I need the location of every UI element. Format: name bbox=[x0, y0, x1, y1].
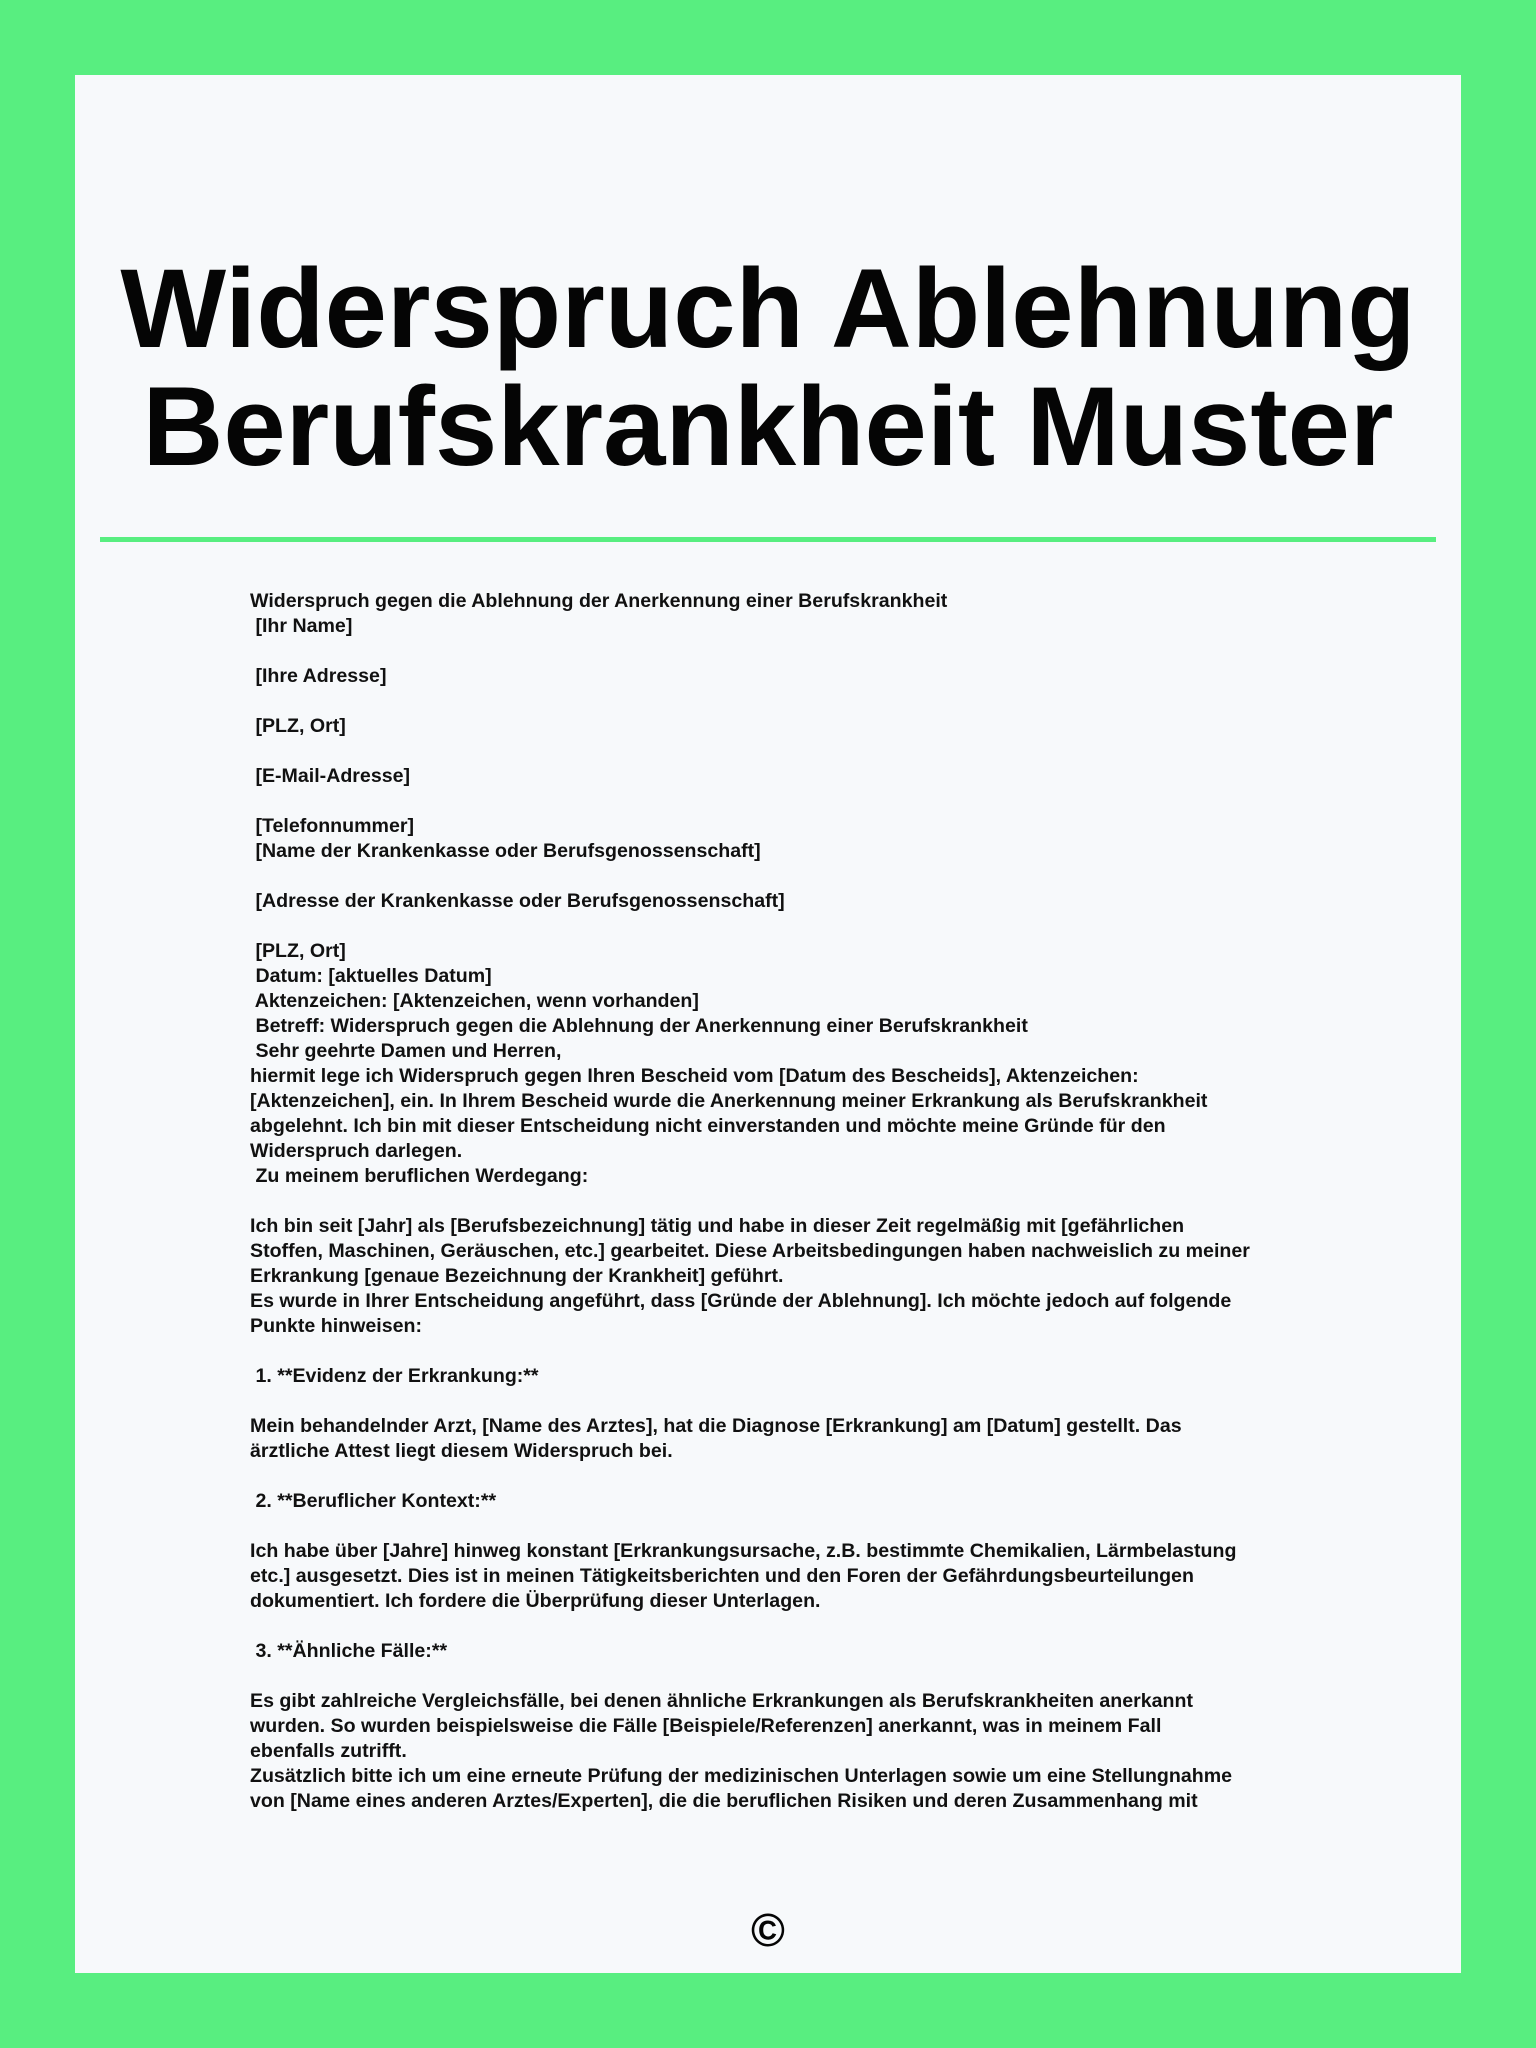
letter-line: Zu meinem beruflichen Werdegang: bbox=[250, 1165, 589, 1187]
letter-line: [PLZ, Ort] bbox=[250, 715, 346, 737]
title-line-1: Widerspruch Ablehnung bbox=[120, 246, 1416, 371]
letter-line bbox=[250, 914, 1390, 939]
letter-line bbox=[250, 739, 1390, 764]
letter-line bbox=[250, 1664, 1390, 1689]
letter-line: Erkrankung [genaue Bezeichnung der Krankheit] geführt. bbox=[250, 1265, 784, 1287]
letter-line: abgelehnt. Ich bin mit dieser Entscheidung nicht einverstanden und möchte meine Gründe für den bbox=[250, 1115, 1166, 1137]
letter-line: dokumentiert. Ich fordere die Überprüfung dieser Unterlagen. bbox=[250, 1590, 821, 1612]
letter-line: [E-Mail-Adresse] bbox=[250, 765, 411, 787]
letter-line: Punkte hinweisen: bbox=[250, 1315, 423, 1337]
letter-line: [Ihr Name] bbox=[250, 615, 353, 637]
letter-line: Widerspruch darlegen. bbox=[250, 1140, 463, 1162]
page-title bbox=[75, 246, 1461, 489]
letter-line: Zusätzlich bitte ich um eine erneute Prüfung der medizinischen Unterlagen sowie um eine Stellungnahme bbox=[250, 1765, 1233, 1787]
letter-line bbox=[250, 1614, 1390, 1639]
letter-line bbox=[250, 1514, 1390, 1539]
letter-line: Betreff: Widerspruch gegen die Ablehnung der Anerkennung einer Berufskrankheit bbox=[250, 1015, 1028, 1037]
letter-line bbox=[250, 1464, 1390, 1489]
letter-line: [Name der Krankenkasse oder Berufsgenossenschaft] bbox=[250, 840, 761, 862]
letter-line: [Ihre Adresse] bbox=[250, 665, 387, 687]
letter-line bbox=[250, 1189, 1390, 1214]
letter-line: Widerspruch gegen die Ablehnung der Anerkennung einer Berufskrankheit bbox=[250, 590, 948, 612]
letter-line: Aktenzeichen: [Aktenzeichen, wenn vorhanden] bbox=[250, 990, 699, 1012]
letter-line: Mein behandelnder Arzt, [Name des Arztes], hat die Diagnose [Erkrankung] am [Datum] gestellt. Das bbox=[250, 1415, 1182, 1437]
letter-line: Sehr geehrte Damen und Herren, bbox=[250, 1040, 562, 1062]
letter-line: Ich habe über [Jahre] hinweg konstant [Erkrankungsursache, z.B. bestimmte Chemikalien, Lärmbelastung bbox=[250, 1540, 1237, 1562]
title-divider bbox=[100, 537, 1436, 542]
letter-line: 2. **Beruflicher Kontext:** bbox=[250, 1490, 497, 1512]
letter-body bbox=[250, 589, 1390, 1814]
letter-line: Es gibt zahlreiche Vergleichsfälle, bei denen ähnliche Erkrankungen als Berufskrankheiten anerkannt bbox=[250, 1690, 1193, 1712]
letter-line bbox=[250, 639, 1390, 664]
letter-line: etc.] ausgesetzt. Dies ist in meinen Tätigkeitsberichten und den Foren der Gefährdungsbeurteilungen bbox=[250, 1565, 1194, 1587]
letter-line: [Aktenzeichen], ein. In Ihrem Bescheid wurde die Anerkennung meiner Erkrankung als Berufskrankheit bbox=[250, 1090, 1208, 1112]
letter-line bbox=[250, 1339, 1390, 1364]
title-line-2: Berufskrankheit Muster bbox=[142, 364, 1394, 489]
letter-line: ebenfalls zutrifft. bbox=[250, 1740, 407, 1762]
letter-line: 1. **Evidenz der Erkrankung:** bbox=[250, 1365, 539, 1387]
letter-line: von [Name eines anderen Arztes/Experten], die die beruflichen Risiken und deren Zusammenhang mit bbox=[250, 1790, 1198, 1812]
letter-line: hiermit lege ich Widerspruch gegen Ihren Bescheid vom [Datum des Bescheids], Aktenzeichen: bbox=[250, 1065, 1139, 1087]
letter-line: [Telefonnummer] bbox=[250, 815, 415, 837]
copyright-icon: © bbox=[751, 1904, 785, 1956]
letter-line: Datum: [aktuelles Datum] bbox=[250, 965, 492, 987]
document-page bbox=[75, 75, 1461, 1973]
letter-line bbox=[250, 864, 1390, 889]
letter-line: [Adresse der Krankenkasse oder Berufsgenossenschaft] bbox=[250, 890, 785, 912]
letter-line: Es wurde in Ihrer Entscheidung angeführt, dass [Gründe der Ablehnung]. Ich möchte jedoch auf folgende bbox=[250, 1290, 1232, 1312]
letter-line: wurden. So wurden beispielsweise die Fälle [Beispiele/Referenzen] anerkannt, was in meinem Fall bbox=[250, 1715, 1162, 1737]
letter-line bbox=[250, 689, 1390, 714]
letter-line: Ich bin seit [Jahr] als [Berufsbezeichnung] tätig und habe in dieser Zeit regelmäßig mit [gefährlichen bbox=[250, 1215, 1185, 1237]
letter-line bbox=[250, 1389, 1390, 1414]
letter-line: [PLZ, Ort] bbox=[250, 940, 346, 962]
letter-line: 3. **Ähnliche Fälle:** bbox=[250, 1640, 448, 1662]
letter-line bbox=[250, 789, 1390, 814]
letter-line: Stoffen, Maschinen, Geräuschen, etc.] gearbeitet. Diese Arbeitsbedingungen haben nachweislich zu meiner bbox=[250, 1240, 1250, 1262]
letter-line: ärztliche Attest liegt diesem Widerspruch bei. bbox=[250, 1440, 673, 1462]
